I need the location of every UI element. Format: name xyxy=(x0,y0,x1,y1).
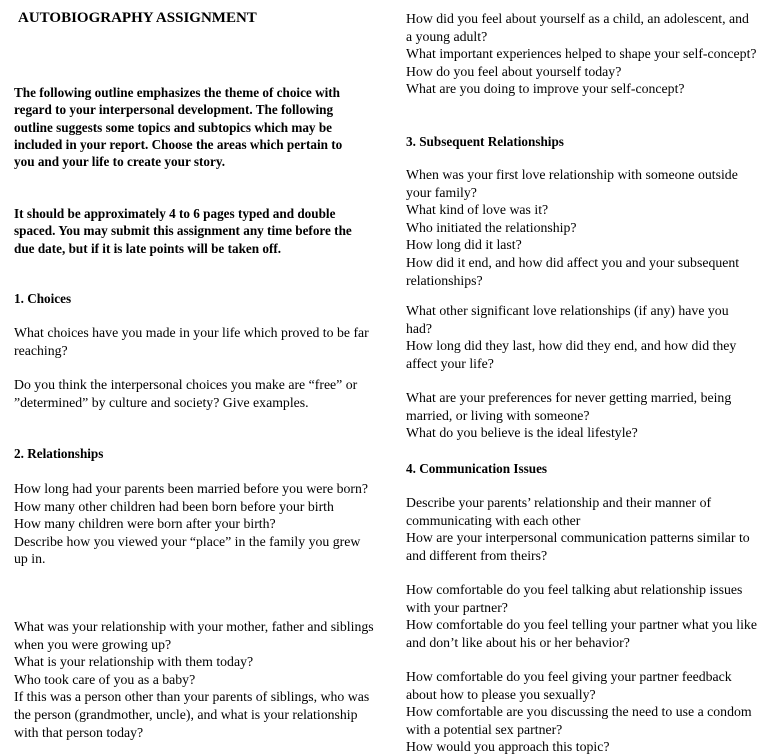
section-heading-relationships: 2. Relationships xyxy=(14,446,104,461)
question-group xyxy=(14,618,374,741)
question-group xyxy=(406,668,758,756)
question-text: What are your preferences for never getting married, being married, or living with someone? xyxy=(406,390,732,423)
question-group xyxy=(406,10,758,98)
question-text: How comfortable are you discussing the need to use a condom with a potential sex partner? xyxy=(406,704,752,737)
question-text: How long did it last? xyxy=(406,237,522,253)
question-group xyxy=(14,480,374,568)
question-group xyxy=(14,324,374,359)
question-text: What choices have you made in your life which proved to be far reaching? xyxy=(14,325,369,358)
question-text: How did you feel about yourself as a child, an adolescent, and a young adult? xyxy=(406,11,749,44)
question-group xyxy=(406,166,758,289)
question-text: How comfortable do you feel giving your partner feedback about how to please you sexually? xyxy=(406,669,732,702)
question-text: How long did they last, how did they end, and how did they affect your life? xyxy=(406,338,737,371)
question-text: How comfortable do you feel telling your partner what you like and don’t like about his or her behavior? xyxy=(406,617,757,650)
question-group xyxy=(406,302,758,372)
question-text: What was your relationship with your mother, father and siblings when you were growing up? xyxy=(14,619,374,652)
question-text: What other significant love relationships (if any) have you had? xyxy=(406,303,729,336)
question-text: Describe your parents’ relationship and their manner of communicating with each other xyxy=(406,495,712,528)
question-text: How long had your parents been married before you were born? xyxy=(14,481,368,496)
question-text: How are your interpersonal communication patterns similar to and different from theirs? xyxy=(406,530,750,563)
document-title: AUTOBIOGRAPHY ASSIGNMENT xyxy=(18,10,257,26)
question-text: How did it end, and how did affect you and your subsequent relationships? xyxy=(406,254,740,288)
requirements-paragraph: It should be approximately 4 to 6 pages typed and double spaced. You may submit this assignment any time before the due date, but if it is late points will be taken off. xyxy=(14,206,352,256)
question-text: How many other children had been born before your birth xyxy=(14,498,334,514)
question-text: What is your relationship with them today? xyxy=(14,654,254,670)
section-heading-communication-issues: 4. Communication Issues xyxy=(406,461,548,476)
question-text: How would you approach this topic? xyxy=(406,739,610,755)
question-text: What do you believe is the ideal lifestyle? xyxy=(406,425,638,441)
question-text: Describe how you viewed your “place” in the family you grew up in. xyxy=(14,533,361,567)
question-text: How comfortable do you feel talking abut relationship issues with your partner? xyxy=(406,582,743,615)
question-group xyxy=(406,581,758,651)
question-text: What kind of love was it? xyxy=(406,202,549,218)
question-group xyxy=(14,376,374,411)
question-text: How many children were born after your birth? xyxy=(14,516,276,532)
question-text: What important experiences helped to shape your self-concept? xyxy=(406,46,757,62)
intro-paragraph: The following outline emphasizes the theme of choice with regard to your interpersonal development. The following outline suggests some topics and subtopics which may be included in your report. Choose the areas which pertain to you and your life to create your story. xyxy=(14,85,343,170)
question-text: If this was a person other than your parents of siblings, who was the person (grandmother, uncle), and what is your relationship with that person today? xyxy=(14,689,370,740)
question-text: Who took care of you as a baby? xyxy=(14,671,196,687)
question-text: When was your first love relationship with someone outside your family? xyxy=(406,167,738,200)
question-text: How do you feel about yourself today? xyxy=(406,63,622,79)
question-text: Who initiated the relationship? xyxy=(406,219,577,235)
section-heading-subsequent-relationships: 3. Subsequent Relationships xyxy=(406,134,564,149)
question-group xyxy=(406,494,758,564)
question-text: Do you think the interpersonal choices you make are “free” or ”determined” by culture and society? Give examples. xyxy=(14,377,358,410)
section-heading-choices: 1. Choices xyxy=(14,291,72,306)
question-text: What are you doing to improve your self-concept? xyxy=(406,81,685,97)
question-group xyxy=(406,389,758,442)
